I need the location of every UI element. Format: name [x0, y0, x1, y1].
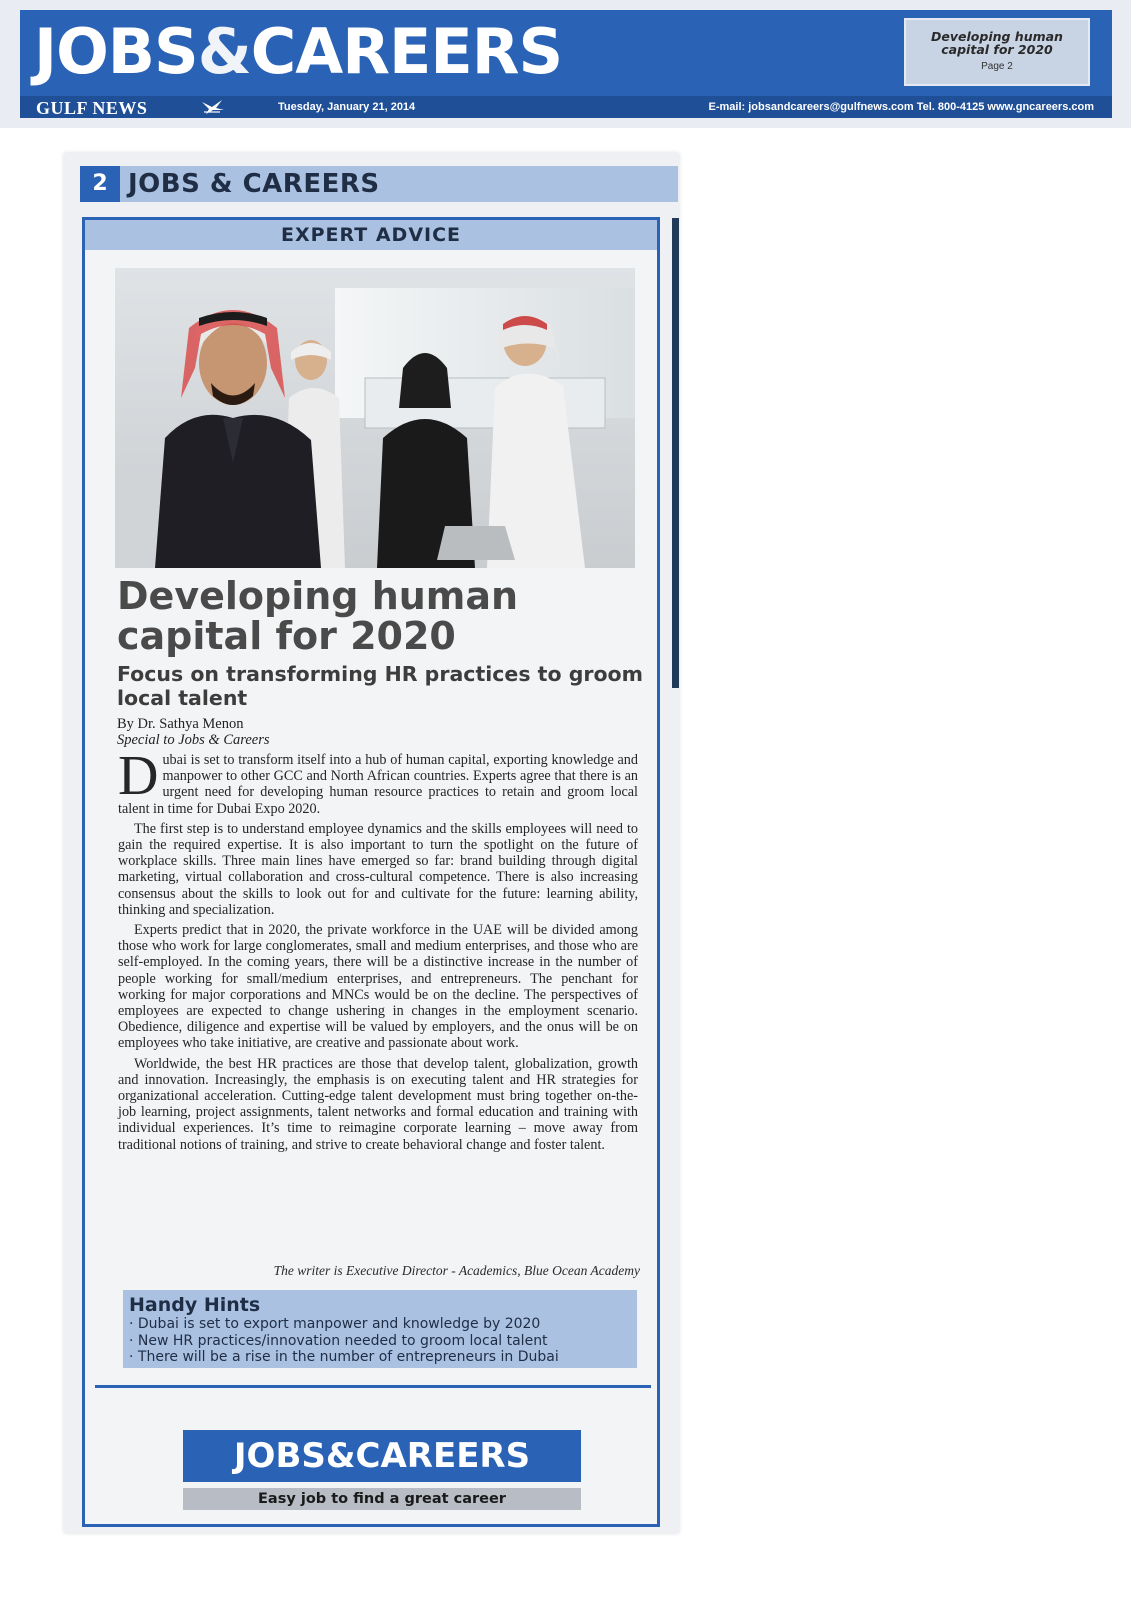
paragraph-2: The first step is to understand employee dynamics and the skills employees will need to gain the required expertise. It is also important to turn the spotlight on the future of workplace skills. Three main lines have emerged so far: brand building through digital marketing, virtual collaboration and cross-cultural competence. There is also increasing consensus about the skills to look out for and cultivate for the future: learning ability, thinking and specialization.	[118, 820, 638, 918]
gulf-news-bird-logo-icon	[200, 98, 226, 116]
handy-hints-title: Handy Hints	[129, 1294, 261, 1316]
footer-logo-jobs: JOBS	[233, 1436, 326, 1476]
hint-item: · New HR practices/innovation needed to groom local talent	[129, 1333, 631, 1350]
masthead-info-bar	[20, 96, 1112, 118]
masthead-title-jobs: JOBS	[34, 15, 198, 88]
hint-item: · There will be a rise in the number of entrepreneurs in Dubai	[129, 1349, 631, 1366]
footer-logo-ampersand: &	[325, 1436, 356, 1476]
masthead-title-careers: CAREERS	[250, 15, 563, 88]
masthead-title	[34, 14, 562, 90]
author-role: Special to Jobs & Careers	[117, 732, 270, 748]
article-subheadline: Focus on transforming HR practices to groom local talent	[117, 662, 644, 710]
author-name: By Dr. Sathya Menon	[117, 716, 244, 732]
paragraph-1	[118, 745, 638, 817]
handy-hints-list	[129, 1316, 631, 1366]
gulf-news-brand: GULF NEWS	[36, 98, 148, 118]
adjacent-page-edge	[672, 218, 679, 688]
section-header	[80, 166, 678, 202]
newspaper-masthead	[0, 0, 1131, 128]
masthead-page-number: Page 2	[981, 61, 1013, 72]
hint-item: · Dubai is set to export manpower and knowledge by 2020	[129, 1316, 631, 1333]
footer-tagline: Easy job to find a great career	[183, 1488, 581, 1510]
footer-logo-careers: CAREERS	[355, 1436, 531, 1476]
paragraph-4: Worldwide, the best HR practices are those that develop talent, globalization, growth and innovation. Increasingly, the emphasis is on executing talent and HR strategies for organizational acceleration. Cutting-edge talent development must bring together on-the-job learning, project assignments, talent networks and formal education and training with individual experiences. It’s time to reimagine corporate learning – move away from traditional notions of training, and strive to create behavioral change and foster talent.	[118, 1055, 638, 1153]
article-headline: Developing human capital for 2020	[117, 574, 519, 658]
newspaper-clipping	[64, 153, 679, 1533]
drop-cap: D	[118, 745, 159, 807]
masthead-title-ampersand: &	[197, 15, 251, 88]
masthead-feature-title: Developing human capital for 2020	[931, 29, 1063, 57]
section-title: JOBS & CAREERS	[128, 169, 380, 199]
article-byline	[117, 716, 270, 748]
jobs-and-careers-logo	[183, 1430, 581, 1482]
paragraph-3: Experts predict that in 2020, the private workforce in the UAE will be divided among those who work for large conglomerates, small and medium enterprises, and those who are self-employed. In the coming years, there will be a distinctive increase in the number of people working for small/medium enterprises, and entrepreneurs. The penchant for working for major corporations and MNCs would be on the decline. The perspectives of employees are expected to change ushering in changes in the employment scenario. Obedience, diligence and expertise will be valued by employers, and the onus will be on employees who take initiative, are creative and passionate about work.	[118, 922, 638, 1052]
article-frame	[82, 217, 660, 1527]
article-photo	[115, 268, 635, 568]
article-body	[118, 745, 638, 1157]
paragraph-1-text: ubai is set to transform itself into a hub of human capital, exporting knowledge and manpower to other GCC and North African countries. Experts agree that there is an urgent need for developing human resource practices to retain and groom local talent in time for Dubai Expo 2020.	[118, 752, 638, 817]
writer-note: The writer is Executive Director - Academics, Blue Ocean Academy	[273, 1263, 640, 1278]
publication-date: Tuesday, January 21, 2014	[278, 101, 416, 113]
masthead-banner	[20, 10, 1112, 96]
contact-info: E-mail: jobsandcareers@gulfnews.com Tel. 800-4125 www.gncareers.com	[708, 101, 1094, 113]
section-page-number: 2	[80, 166, 120, 202]
group-of-professionals-image	[115, 268, 635, 568]
handy-hints-box	[123, 1290, 637, 1368]
footer-advert	[95, 1385, 651, 1530]
expert-advice-kicker: EXPERT ADVICE	[85, 220, 657, 250]
masthead-feature-box	[904, 18, 1090, 86]
